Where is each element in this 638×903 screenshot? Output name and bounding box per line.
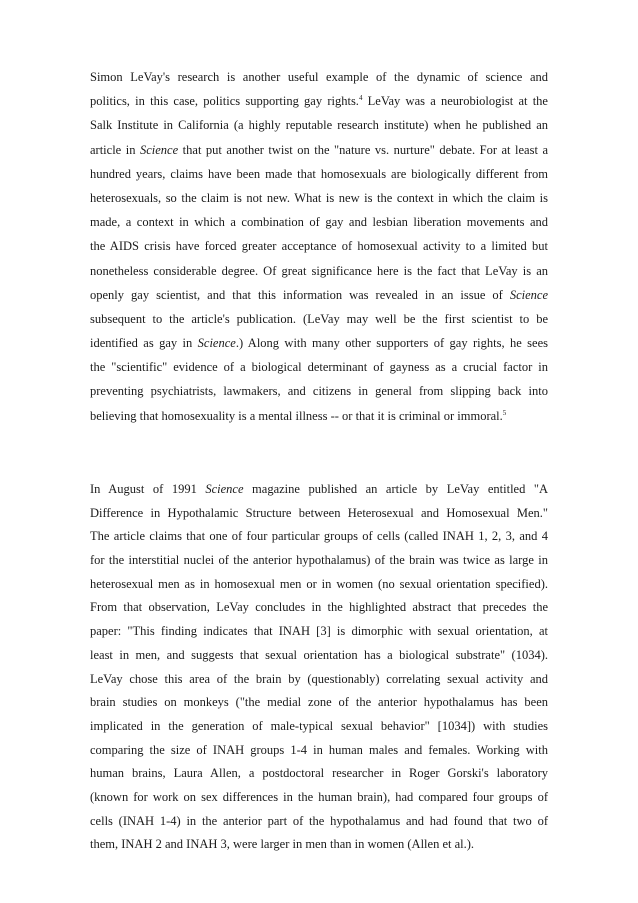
italic-title: Science (197, 336, 236, 351)
text-line: Difference in Hypothalamic Structure between Heterosexual and Homosexual Men." (90, 505, 548, 520)
text-line: openly gay scientist, and that this information was revealed in an issue of Science (90, 287, 548, 302)
paragraph-2-text (90, 478, 548, 857)
italic-title: Science (509, 287, 548, 302)
text-line: brain studies on monkeys ("the medial zone of the anterior hypothalamus has been (90, 695, 548, 710)
text-line: politics, in this case, politics supporting gay rights.$^4$ LeVay was a neurobiologist at the (90, 94, 548, 109)
text-line: made, a context in which a combination of gay and lesbian liberation movements and (90, 215, 548, 230)
text-line: heterosexual men as in homosexual men or in women (no sexual orientation specified). (90, 576, 548, 591)
text-line: nonetheless considerable degree. Of great significance here is the fact that LeVay is an (90, 263, 548, 278)
italic-title: Science (139, 142, 179, 157)
paragraph-1-text (90, 65, 548, 428)
text-line: them, INAH 2 and INAH 3, were larger in men than in women (Allen et al.). (90, 837, 475, 852)
paragraph-1 (90, 65, 548, 428)
text-line: In August of 1991 Science magazine published an article by LeVay entitled "A (90, 482, 549, 496)
footnote-marker: 4 (358, 94, 363, 103)
text-line: preventing psychiatrists, lawmakers, and citizens in general from slipping back into (90, 384, 548, 399)
paragraph-2 (90, 478, 548, 857)
text-line: From that observation, LeVay concludes in the highlighted abstract that precedes the (90, 600, 548, 615)
text-line: comparing the size of INAH groups 1-4 in human males and females. Working with (90, 742, 548, 757)
text-line: LeVay chose this area of the brain by (questionably) correlating sexual activity and (90, 671, 548, 686)
text-line: The article claims that one of four particular groups of cells (called INAH 1, 2, 3, and 4 (90, 529, 548, 544)
text-line: human brains, Laura Allen, a postdoctoral researcher in Roger Gorski's laboratory (90, 766, 548, 781)
text-line: article in Science that put another twist on the "nature vs. nurture" debate. For at least a (90, 142, 548, 157)
text-line: least in men, and suggests that sexual orientation has a biological substrate" (1034). (90, 647, 548, 662)
text-line: believing that homosexuality is a mental illness -- or that it is criminal or immoral.$^5$ (90, 408, 507, 423)
text-line: subsequent to the article's publication. (LeVay may well be the first scientist to be (90, 311, 548, 326)
text-line: hundred years, claims have been made that homosexuals are biologically different from (90, 166, 548, 181)
text-line: cells (INAH 1-4) in the anterior part of the hypothalamus and had found that two of (90, 813, 548, 828)
text-line: (known for work on sex differences in the human brain), had compared four groups of (90, 789, 548, 804)
text-line: Salk Institute in California (a highly reputable research institute) when he published an (90, 118, 548, 133)
text-line: for the interstitial nuclei of the anterior hypothalamus) of the brain was twice as large in (90, 553, 548, 568)
text-line: the AIDS crisis have forced greater acceptance of homosexual activity to a limited but (90, 239, 548, 254)
footnote-marker: 5 (502, 408, 507, 417)
text-line: implicated in the generation of male-typical sexual behavior" [1034]) with studies (90, 718, 548, 733)
text-line: Simon LeVay's research is another useful example of the dynamic of science and (90, 70, 548, 84)
text-line: paper: "This finding indicates that INAH [3] is dimorphic with sexual orientation, at (90, 624, 548, 639)
text-line: the "scientific" evidence of a biological determinant of gayness as a crucial factor in (90, 360, 548, 375)
italic-title: Science (205, 482, 244, 496)
text-line: heterosexuals, so the claim is not new. What is new is the context in which the claim is (90, 190, 548, 205)
text-line: identified as gay in Science.) Along with many other supporters of gay rights, he sees (90, 336, 548, 351)
